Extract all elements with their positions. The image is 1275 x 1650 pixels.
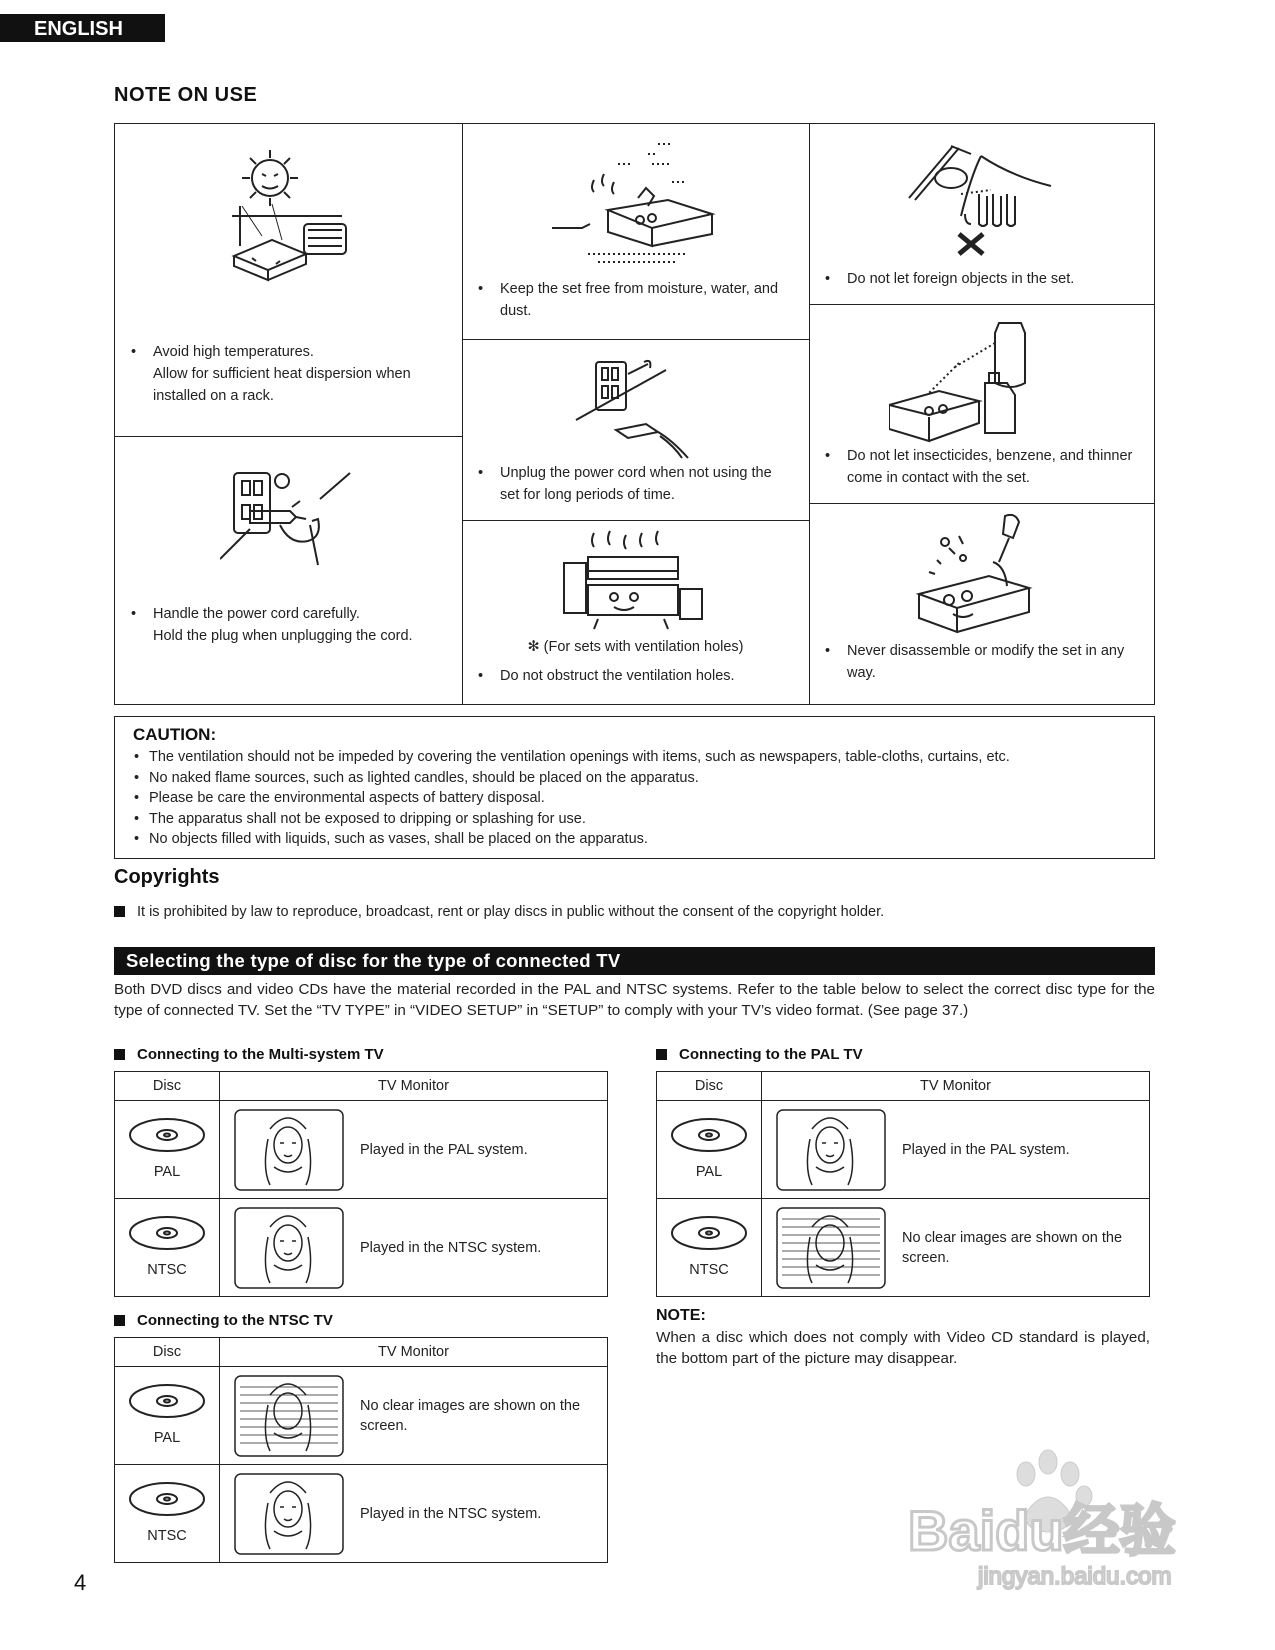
disc-section-intro: Both DVD discs and video CDs have the material recorded in the PAL and NTSC systems. Refer to the table below to select the correct disc type for the type of connected TV. Set the “TV TYPE” in “VIDEO SETUP” in “SETUP” to comply with your TV’s video format. (See page 37.) xyxy=(114,981,1155,1019)
caution-item: • No naked flame sources, such as lighted candles, should be placed on the apparatus. xyxy=(134,769,699,786)
note-cell-foreign-objects xyxy=(809,124,1154,305)
caption-moisture: • Keep the set free from moisture, water, and dust. xyxy=(478,281,779,319)
heading-multi-system: Connecting to the Multi-system TV xyxy=(114,1046,384,1063)
square-bullet-icon xyxy=(114,906,125,917)
note-cell-insecticides xyxy=(809,305,1154,504)
note-title: NOTE: xyxy=(656,1307,706,1324)
note-on-use-grid xyxy=(114,123,1155,705)
note-cell-high-temp xyxy=(115,124,462,437)
note-text: When a disc which does not comply with Video CD standard is played, the bottom part of the picture may disappear. xyxy=(656,1329,1150,1367)
watermark-main: Baidu经验 xyxy=(908,1499,1176,1562)
caption-high-temp: • Avoid high temperatures. Allow for sufficient heat dispersion when installed on a rack. xyxy=(131,344,411,404)
caption-insecticides: • Do not let insecticides, benzene, and thinner come in contact with the set. xyxy=(825,448,1133,486)
table-multi-system xyxy=(114,1071,608,1297)
copyrights-title: Copyrights xyxy=(114,866,220,888)
table-row xyxy=(115,1465,608,1563)
square-bullet-icon xyxy=(114,1049,125,1060)
monitor-result: No clear images are shown on the screen. xyxy=(902,1229,1123,1266)
ventilation-note: ✻ (For sets with ventilation holes) xyxy=(527,639,744,655)
table-row xyxy=(657,1101,1150,1199)
note-cell-unplug xyxy=(462,340,809,521)
caption-power-cord: • Handle the power cord carefully. Hold the plug when unplugging the cord. xyxy=(131,606,413,644)
col-disc: Disc xyxy=(115,1072,220,1101)
monitor-result: No clear images are shown on the screen. xyxy=(360,1397,581,1434)
caution-title: CAUTION: xyxy=(133,725,217,744)
tv-clear-image-icon xyxy=(234,1473,344,1555)
col-disc: Disc xyxy=(657,1072,762,1101)
caption-ventilation: • Do not obstruct the ventilation holes. xyxy=(478,668,735,684)
page-number: 4 xyxy=(74,1570,87,1595)
tv-clear-image-icon xyxy=(776,1109,886,1191)
caution-box xyxy=(114,716,1155,859)
caption-disassemble: • Never disassemble or modify the set in any way. xyxy=(825,643,1125,681)
caution-item: • No objects filled with liquids, such as vases, shall be placed on the apparatus. xyxy=(134,831,648,847)
heading-ntsc-tv: Connecting to the NTSC TV xyxy=(114,1312,333,1329)
disc-icon xyxy=(670,1117,748,1153)
disc-section-title: Selecting the type of disc for the type of connected TV xyxy=(114,947,1155,975)
note-cell-ventilation xyxy=(462,521,809,704)
foreign-objects-icon xyxy=(901,134,1061,264)
square-bullet-icon xyxy=(114,1315,125,1326)
col-disc: Disc xyxy=(115,1338,220,1367)
disc-icon xyxy=(128,1481,206,1517)
sun-heat-icon xyxy=(212,146,362,296)
caption-foreign-objects: • Do not let foreign objects in the set. xyxy=(825,271,1075,287)
table-row xyxy=(115,1199,608,1297)
table-pal-tv xyxy=(656,1071,1150,1297)
note-cell-power-cord xyxy=(115,437,462,704)
spray-can-icon xyxy=(889,313,1059,443)
language-tab: ENGLISH xyxy=(0,14,165,42)
tv-distorted-image-icon xyxy=(234,1375,344,1457)
baidu-watermark xyxy=(888,1440,1188,1590)
monitor-result: Played in the PAL system. xyxy=(360,1141,528,1158)
tv-distorted-image-icon xyxy=(776,1207,886,1289)
disc-label: PAL xyxy=(153,1164,181,1180)
note-cell-disassemble xyxy=(809,504,1154,704)
caption-unplug: • Unplug the power cord when not using the set for long periods of time. xyxy=(478,465,772,503)
caution-item: • The apparatus shall not be exposed to dripping or splashing for use. xyxy=(134,810,586,827)
table-row xyxy=(115,1367,608,1465)
disc-icon xyxy=(128,1383,206,1419)
table-ntsc-tv xyxy=(114,1337,608,1563)
moisture-dust-icon xyxy=(548,134,718,274)
monitor-result: Played in the NTSC system. xyxy=(360,1239,542,1256)
col-monitor: TV Monitor xyxy=(220,1338,608,1367)
power-cord-hand-icon xyxy=(220,459,360,579)
table-row xyxy=(115,1101,608,1199)
monitor-result: Played in the PAL system. xyxy=(902,1141,1070,1158)
disc-label: NTSC xyxy=(689,1262,729,1278)
table-row xyxy=(657,1199,1150,1297)
monitor-result: Played in the NTSC system. xyxy=(360,1505,542,1522)
col-monitor: TV Monitor xyxy=(762,1072,1150,1101)
square-bullet-icon xyxy=(656,1049,667,1060)
ventilation-heat-icon xyxy=(554,529,714,639)
watermark-sub: jingyan.baidu.com xyxy=(978,1563,1172,1590)
disc-label: NTSC xyxy=(147,1528,187,1544)
disc-icon xyxy=(128,1117,206,1153)
screwdriver-icon xyxy=(909,512,1049,642)
disc-label: NTSC xyxy=(147,1262,187,1278)
caution-list xyxy=(133,747,1136,850)
caution-item: • Please be care the environmental aspects of battery disposal. xyxy=(134,790,545,806)
tv-clear-image-icon xyxy=(234,1109,344,1191)
col-monitor: TV Monitor xyxy=(220,1072,608,1101)
unplug-outlet-icon xyxy=(572,350,702,460)
disc-icon xyxy=(670,1215,748,1251)
copyrights-text: It is prohibited by law to reproduce, broadcast, rent or play discs in public without the consent of the copyright holder. xyxy=(114,904,884,920)
disc-icon xyxy=(128,1215,206,1251)
tv-clear-image-icon xyxy=(234,1207,344,1289)
note-cell-moisture xyxy=(462,124,809,340)
heading-pal-tv: Connecting to the PAL TV xyxy=(656,1046,863,1063)
caution-item: • The ventilation should not be impeded by covering the ventilation openings with items, such as newspapers, table-cloths, curtains, etc. xyxy=(134,749,1010,765)
disc-label: PAL xyxy=(695,1164,723,1180)
disc-label: PAL xyxy=(153,1430,181,1446)
note-on-use-title: NOTE ON USE xyxy=(114,84,258,106)
